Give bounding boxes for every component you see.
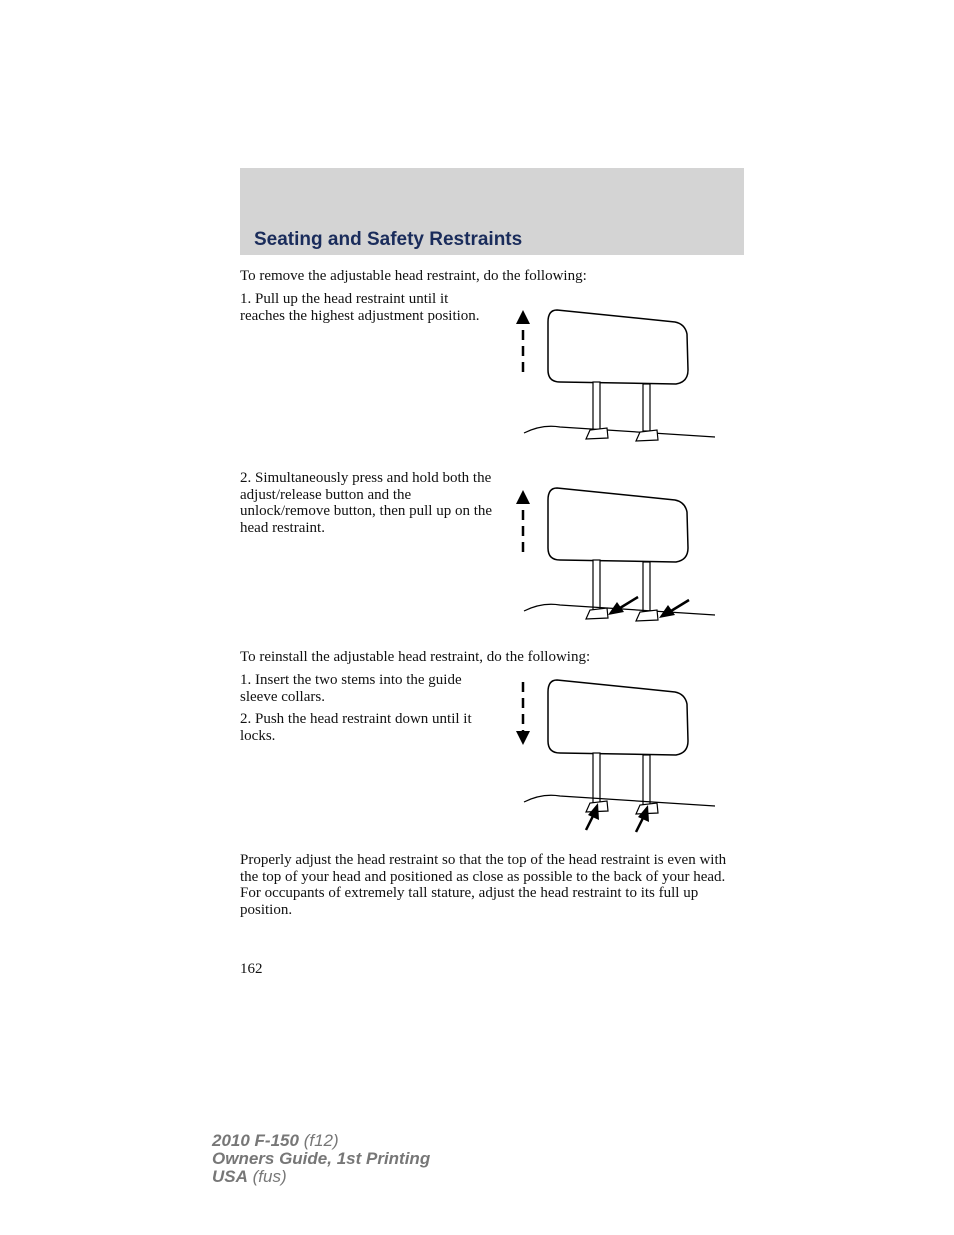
remove-step-1: 1. Pull up the head restraint until it reaches the highest adjustment position. [240,291,480,324]
section-title: Seating and Safety Restraints [254,229,523,250]
print-footer [212,1132,430,1186]
footer-model-code: (f12) [303,1131,339,1150]
footer-printing: Owners Guide, 1st Printing [212,1149,431,1168]
closing-paragraph: Properly adjust the head restraint so that the top of the head restraint is even with the top of your head and positioned as close as possible to the back of your head. For occupants of extremely tall stature, adjust the head restraint to its full up position. [240,852,727,918]
page-number: 162 [240,961,263,977]
reinstall-intro: To reinstall the adjustable head restraint, do the following: [240,649,591,665]
footer-market: USA [212,1167,248,1186]
head-restraint-press-buttons-figure [510,480,725,630]
section-header-band [240,168,744,255]
head-restraint-pull-up-figure [510,300,725,450]
head-restraint-push-down-figure [510,675,725,835]
footer-market-code: (fus) [252,1167,287,1186]
reinstall-step-1: 1. Insert the two stems into the guide sleeve collars. [240,672,462,705]
footer-model: 2010 F-150 [212,1131,299,1150]
remove-intro: To remove the adjustable head restraint, do the following: [240,268,587,284]
remove-step-2: 2. Simultaneously press and hold both the adjust/release button and the unlock/remove button, then pull up on the head restraint. [240,470,493,536]
reinstall-step-2: 2. Push the head restraint down until it locks. [240,711,472,744]
